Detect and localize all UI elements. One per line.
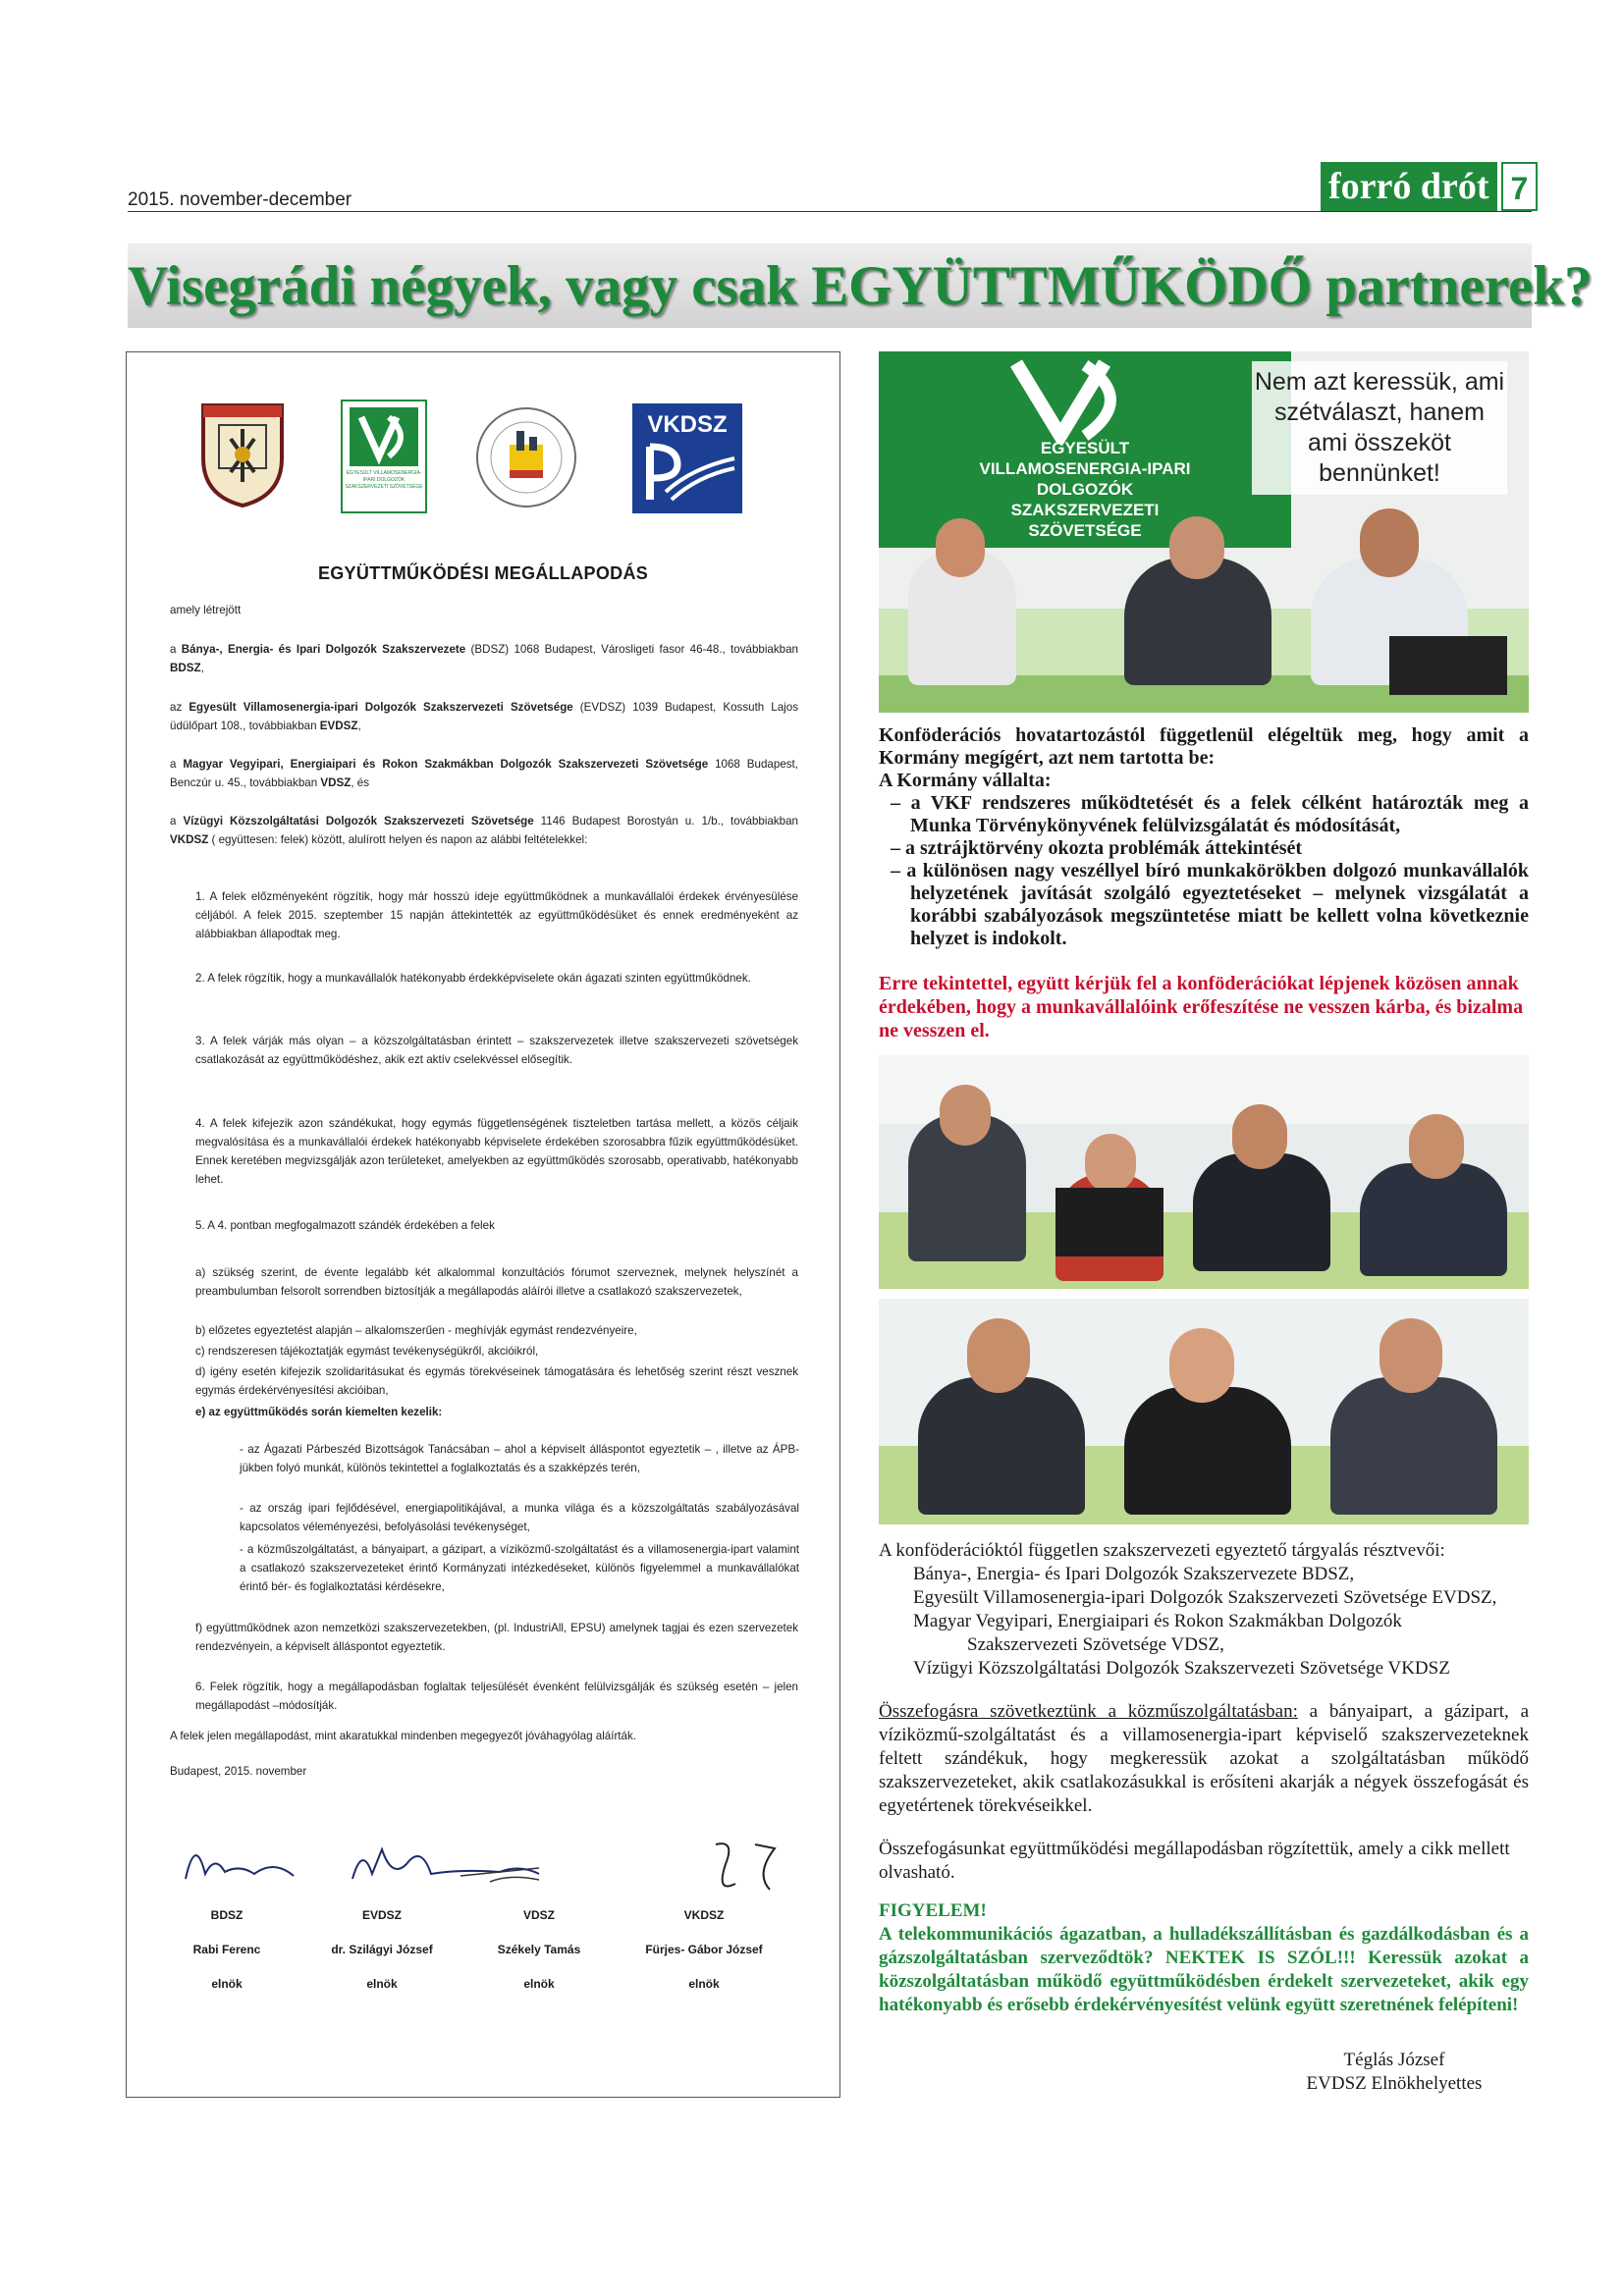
agreement-document: [126, 351, 840, 2098]
banner-line: VILLAMOSENERGIA-IPARI: [979, 459, 1191, 478]
header-rule: [128, 211, 1532, 212]
masthead-title: forró drót: [1321, 162, 1497, 211]
agreement-dash-2: - az ország ipari fejlődésével, energiapolitikájával, a munka világa és a közszolgáltatás szabályozásával kapcsolatos véleményezési, befolyásolási tevékenységet,: [240, 1502, 799, 1533]
summary-paragraph: Összefogásunkat együttműködési megállapodásban rögzítettük, amely a cikk mellett olvasható.: [879, 1839, 1510, 1883]
water-wave-icon: [632, 439, 742, 507]
article-intro-block: [879, 724, 1529, 950]
vkdsz-logo-text: VKDSZ: [647, 411, 728, 438]
evdsz-vd-mark-icon: [350, 407, 418, 466]
author-title: EVDSZ Elnökhelyettes: [1306, 2073, 1483, 2094]
agreement-intro: amely létrejött: [170, 604, 242, 616]
banner-line: DOLGOZÓK: [1036, 480, 1134, 499]
attention-block: [879, 1899, 1529, 2017]
agreement-subpoint-d: d) igény esetén kifejezik szolidaritásukat és egymás törekvéseinek támogatására és lehetőség szerint részt vesznek egymás érdekérvényesítési akcióiban,: [195, 1365, 798, 1397]
masthead: [1321, 162, 1538, 211]
agreement-subpoint-f: f) együttműködnek azon nemzetközi szakszervezetekben, (pl. IndustriAll, EPSU) amelynek tagjai és ezen szervezetek rendezvényein, a képviselt álláspontot egyeztetik.: [195, 1622, 798, 1653]
participant: Vízügyi Közszolgáltatási Dolgozók Szakszervezeti Szövetsége VKDSZ: [913, 1658, 1450, 1679]
participant: Magyar Vegyipari, Energiaipari és Rokon Szakmákban Dolgozók: [913, 1611, 1402, 1631]
signatory-name: dr. Szilágyi József: [331, 1943, 433, 1956]
gov-item: – a különösen nagy veszéllyel bíró munkakörökben dolgozó munkavállalók helyzetének javítását szolgáló egyeztetéseket – melynek vizsgálatát a korábbi szabályozások megszüntetése miatt be kellett volna következnie helyzet is indokolt.: [891, 860, 1529, 949]
issue-date: 2015. november-december: [128, 189, 352, 210]
agreement-subpoint-e: e) az együttműködés során kiemelten kezelik:: [195, 1406, 443, 1418]
signatory-title: elnök: [211, 1977, 243, 1991]
quote-box: Nem azt keressük, ami szétválaszt, hanem ami összeköt bennünket!: [1252, 361, 1507, 495]
party-bdsz: a Bánya-, Energia- és Ipari Dolgozók Szakszervezete (BDSZ) 1068 Budapest, Városligeti fasor 46-48., továbbiakban BDSZ,: [170, 643, 799, 674]
cooperation-text: a bányaipart, a gázipart, a víziközmű-szolgáltatást és a villamosenergia-ipart képviselő szakszervezeteknek feltett szándékuk, hogy megkeressük azokat a szolgáltatásban működő szakszervezeteket, akik csatlakozásukkal is erősíteni akarják a négyek összefogását és egyetértenek törekvéseikkel.: [879, 1701, 1530, 1816]
participant: Szakszervezeti Szövetsége VDSZ,: [967, 1634, 1224, 1655]
agreement-point-2: 2. A felek rögzítik, hogy a munkavállalók hatékonyabb érdekképviselete okán ágazati szinten együttműködnek.: [195, 972, 751, 985]
agreement-dash-1: - az Ágazati Párbeszéd Bizottságok Tanácsában – ahol a képviselt álláspontot egyeztetik – , illetve az ÁPB-jükben folyó munkát, különös tekintettel a foglalkoztatás és a szakképzés terén,: [240, 1443, 799, 1474]
vkdsz-logo: [632, 403, 742, 513]
gov-item: – a sztrájktörvény okozta problémák áttekintését: [891, 837, 1303, 859]
signatory-org: EVDSZ: [361, 1908, 402, 1922]
signatory-name: Rabi Ferenc: [192, 1943, 261, 1956]
signatory-org: VDSZ: [522, 1908, 555, 1922]
agreement-place-date: Budapest, 2015. november: [170, 1765, 307, 1778]
banner-line: SZÖVETSÉGE: [1028, 521, 1142, 540]
agreement-point-6: 6. Felek rögzítik, hogy a megállapodásban foglaltak teljesülését évenként felülvizsgálják és szükség esetén – jelen megállapodást –módosítják.: [195, 1681, 798, 1712]
meeting-photo-2: [879, 1055, 1529, 1289]
agreement-title: EGYÜTTMŰKÖDÉSI MEGÁLLAPODÁS: [317, 563, 649, 583]
participant: Bánya-, Energia- és Ipari Dolgozók Szakszervezete BDSZ,: [913, 1564, 1355, 1584]
gov-heading: A Kormány vállalta:: [879, 770, 1052, 791]
bdsz-crest-logo: [197, 400, 288, 509]
agreement-point-1: 1. A felek előzményeként rögzítik, hogy már hosszú ideje együttműködnek a munkavállalói érdekek érvényesülése céljából. A felek 2015. szeptember 15 napján áttekintették az együttműködésüket és ennek eredményeként az alábbiakban állapodtak meg.: [195, 890, 798, 940]
participants-intro: A konföderációktól független szakszervezeti egyeztető tárgyalás résztvevői:: [879, 1540, 1445, 1561]
party-evdsz: az Egyesült Villamosenergia-ipari Dolgozók Szakszervezeti Szövetsége (EVDSZ) 1039 Budapest, Kossuth Lajos üdülőpart 108., továbbiakban EVDSZ,: [170, 701, 799, 732]
cooperation-lead: Összefogásra szövetkeztünk a közműszolgáltatásban:: [879, 1701, 1298, 1722]
signatory-org: VKDSZ: [683, 1908, 725, 1922]
evdsz-banner: [879, 351, 1291, 548]
agreement-subpoint-c: c) rendszeresen tájékoztatják egymást tevékenységükről, akcióikról,: [195, 1345, 539, 1358]
party-vkdsz: a Vízügyi Közszolgáltatási Dolgozók Szakszervezeti Szövetsége 1146 Budapest Borostyán u. 1/b., továbbiakban VKDSZ ( együttesen: felek) között, alulírott helyen és napon az alábbi feltételekkel:: [170, 815, 798, 846]
page-number: 7: [1501, 162, 1539, 211]
vdsz-seal-logo: [472, 403, 580, 511]
attention-text: A telekommunikációs ágazatban, a hulladékszállításban és gazdálkodásban és a gázszolgáltatásban szerveződtök? NEKTEK IS SZÓL!!! Keressük azokat a közszolgáltatásban működő együttműködésben érdekelt szervezeteket, akik egy hatékonyabb és erősebb érdekérvényesítést velünk együtt szeretnének felépíteni!: [879, 1924, 1529, 2015]
signatory-name: Székely Tamás: [497, 1943, 581, 1956]
meeting-photo-1: [879, 351, 1529, 713]
banner-line: EGYESÜLT: [1040, 439, 1130, 457]
banner-line: SZAKSZERVEZETI: [1010, 501, 1160, 519]
signatory-name: Fürjes- Gábor József: [645, 1943, 763, 1956]
evdsz-banner-logo-icon: [1006, 355, 1134, 444]
agreement-subpoint-b: b) előzetes egyeztetést alapján – alkalomszerűen - meghívják egymást rendezvényeire,: [195, 1324, 637, 1337]
evdsz-logo-text: EGYESÜLT VILLAMOSENERGIA-IPARI DOLGOZÓK SZAKSZERVEZETI SZÖVETSÉGE: [345, 470, 423, 490]
author-name: Téglás József: [1343, 2050, 1445, 2070]
handwritten-signatures: [166, 1825, 804, 1903]
signatory-title: elnök: [523, 1977, 555, 1991]
agreement-closing: A felek jelen megállapodást, mint akaratukkal mindenben megegyezőt jóváhagyólag aláírták.: [170, 1730, 636, 1742]
agreement-dash-3: - a közműszolgáltatást, a bányaipart, a gázipart, a víziközmű-szolgáltatást és a villamosenergia-ipart valamint a csatlakozó szakszervezeteket érintő Kormányzati intézkedéseket, különös figyelemmel a munkavállalókat érintő bér- és foglalkoztatási kérdésekre,: [240, 1543, 799, 1593]
signatory-org: BDSZ: [210, 1908, 243, 1922]
article-intro: Konföderációs hovatartozástól függetlenül elégeltük meg, hogy amit a Kormány megígért, azt nem tartotta be:: [879, 724, 1529, 769]
agreement-subpoint-a: a) szükség szerint, de évente legalább két alkalommal konzultációs fórumot szerveznek, melynek helyszínét a preambulumban felsorolt sorrendben biztosítják a megállapodás aláírói illetve a csatlakozó szakszervezetek,: [195, 1266, 798, 1298]
cooperation-paragraph: [879, 1700, 1529, 1818]
gov-item: – a VKF rendszeres működtetését és a felek célként határozták meg a Munka Törvénykönyvének felülvizsgálatát és módosítását,: [891, 792, 1529, 836]
participants-block: [879, 1539, 1529, 1681]
agreement-point-4: 4. A felek kifejezik azon szándékukat, hogy egymás függetlenségének tiszteletben tartása mellett, a közös céljaik megvalósítása és a munkavállalói érdekek hatékonyabb képviselete érdekében szorosabbra fűzik együttműködésüket. Ennek keretében megvizsgálják azon területeket, amelyekben az együttműködés szorosabb, operativabb, hatékonyabb lehet.: [195, 1117, 798, 1186]
agreement-point-5: 5. A 4. pontban megfogalmazott szándék érdekében a felek: [195, 1219, 495, 1232]
red-appeal: Erre tekintettel, együtt kérjük fel a konföderációkat lépjenek közösen annak érdekében, hogy a munkavállalóink erőfeszítése ne vesszen kárba, és bizalma ne vesszen el.: [879, 973, 1524, 1041]
party-vdsz: a Magyar Vegyipari, Energiaipari és Rokon Szakmákban Dolgozók Szakszervezeti Szövetsége 1068 Budapest, Benczúr u. 45., továbbiakban VDSZ, és: [170, 758, 799, 789]
agreement-point-3: 3. A felek várják más olyan – a közszolgáltatásban érintett – szakszervezetek illetve szakszervezeti szövetségek csatlakozását az együttműködéshez, akik ezt aktív cselekvéssel elősegítik.: [195, 1035, 798, 1066]
evdsz-logo: [341, 400, 427, 513]
attention-label: FIGYELEM!: [879, 1900, 987, 1921]
signatory-title: elnök: [366, 1977, 398, 1991]
page-title: Visegrádi négyek, vagy csak EGYÜTTMŰKÖDŐ partnerek?: [128, 255, 1593, 317]
meeting-photo-3: [879, 1299, 1529, 1524]
participant: Egyesült Villamosenergia-ipari Dolgozók Szakszervezeti Szövetsége EVDSZ,: [913, 1587, 1497, 1608]
author-signature: [1247, 2049, 1542, 2096]
signatory-title: elnök: [688, 1977, 720, 1991]
